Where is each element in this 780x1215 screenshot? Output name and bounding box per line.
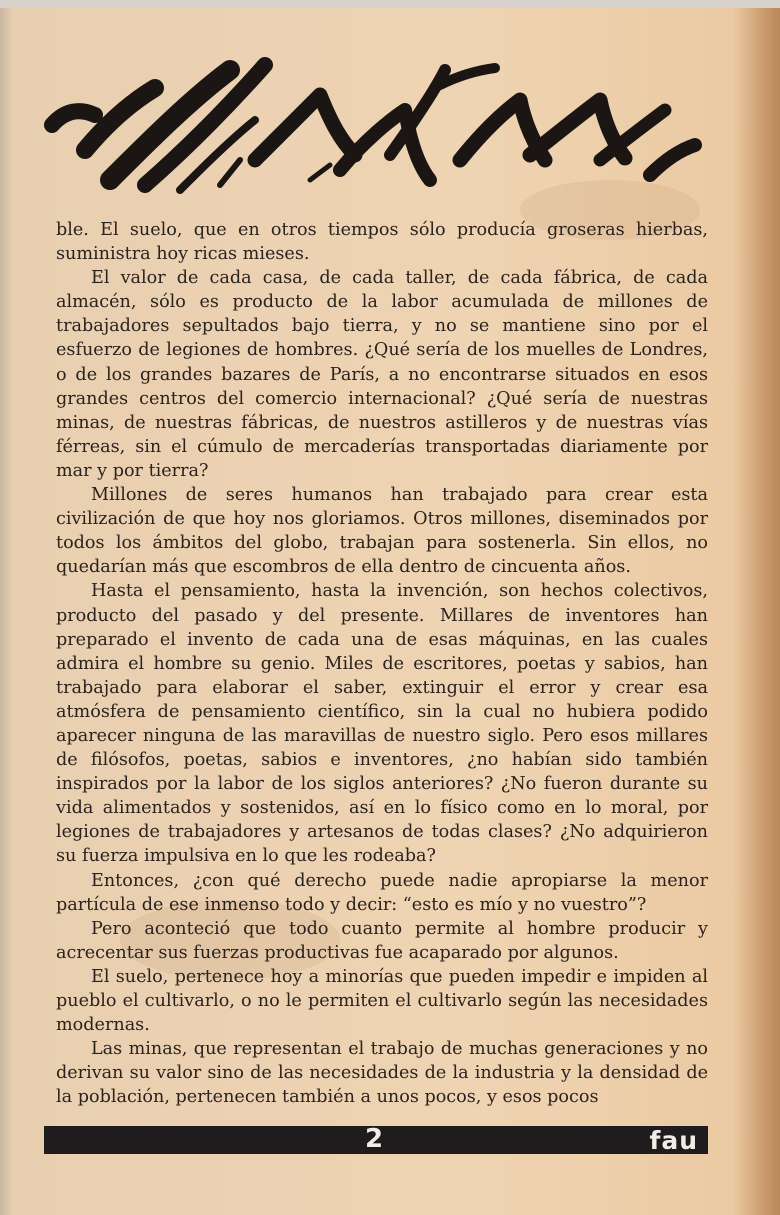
paragraph: Hasta el pensamiento, hasta la invención, son hechos colectivos, producto del pasado y del presente. Millares de inventores han preparado el invento de cada una de esas máquinas, en las cuales admira el hombre su genio. Miles de escritores, poetas y sabios, han trabajado para elaborar el saber, extinguir el error y crear esa atmósfera de pensamiento científico, sin la cual no hubiera podido aparecer ninguna de las maravillas de nuestro siglo. Pero esos millares de filósofos, poetas, sabios e inventores, ¿no habían sido también inspirados por la labor de los siglos anteriores? ¿No fueron durante su vida alimentados y sostenidos, así en lo físico como en lo moral, por legiones de trabajadores y artesanos de todas clases? ¿No adquirieron su fuerza impulsiva en lo que les rodeaba? [56, 581, 708, 867]
top-edge [0, 0, 780, 8]
paragraph: El suelo, pertenece hoy a minorías que pueden impedir e impiden al pueblo el cultivarlo, o no le permiten el cultivarlo según las necesidades modernas. [56, 966, 708, 1036]
article-body [56, 218, 708, 1109]
paragraph: El valor de cada casa, de cada taller, de cada fábrica, de cada almacén, sólo es producto de la labor acumulada de millones de trabajadores sepultados bajo tierra, y no se mantiene sino por el esfuerzo de legiones de hombres. ¿Qué sería de los muelles de Londres, o de los grandes bazares de París, a no encontrarse situados en esos grandes centros del comercio internacional? ¿Qué sería de nuestras minas, de nuestras fábricas, de nuestros astilleros y de nuestras vías férreas, sin el cúmulo de mercaderías transportadas diariamente por mar y por tierra? [56, 268, 708, 481]
paragraph: Las minas, que representan el trabajo de muchas generaciones y no derivan su valor sino de las necesidades de la industria y la densidad de la población, pertenecen también a unos pocos, y esos pocos [56, 1039, 708, 1108]
brush-heading-art [40, 40, 720, 210]
brush-heading [40, 40, 720, 210]
brand-label: fau [649, 1126, 698, 1155]
paragraph: Entonces, ¿con qué derecho puede nadie apropiarse la menor partícula de ese inmenso todo y decir: “esto es mío y no vuestro”? [56, 870, 708, 915]
footer-bar [44, 1126, 708, 1154]
paragraph: Pero aconteció que todo cuanto permite al hombre producir y acrecentar sus fuerzas productivas fue acaparado por algunos. [56, 918, 708, 963]
paragraph: ble. El suelo, que en otros tiempos sólo producía groseras hierbas, suministra hoy ricas mieses. [56, 220, 708, 265]
paragraph: Millones de seres humanos han trabajado para crear esta civilización de que hoy nos gloriamos. Otros millones, diseminados por todos los ámbitos del globo, trabajan para sostenerla. Sin ellos, no quedarían más que escombros de ella dentro de cincuenta años. [56, 485, 708, 578]
page-number: 2 [365, 1124, 384, 1154]
